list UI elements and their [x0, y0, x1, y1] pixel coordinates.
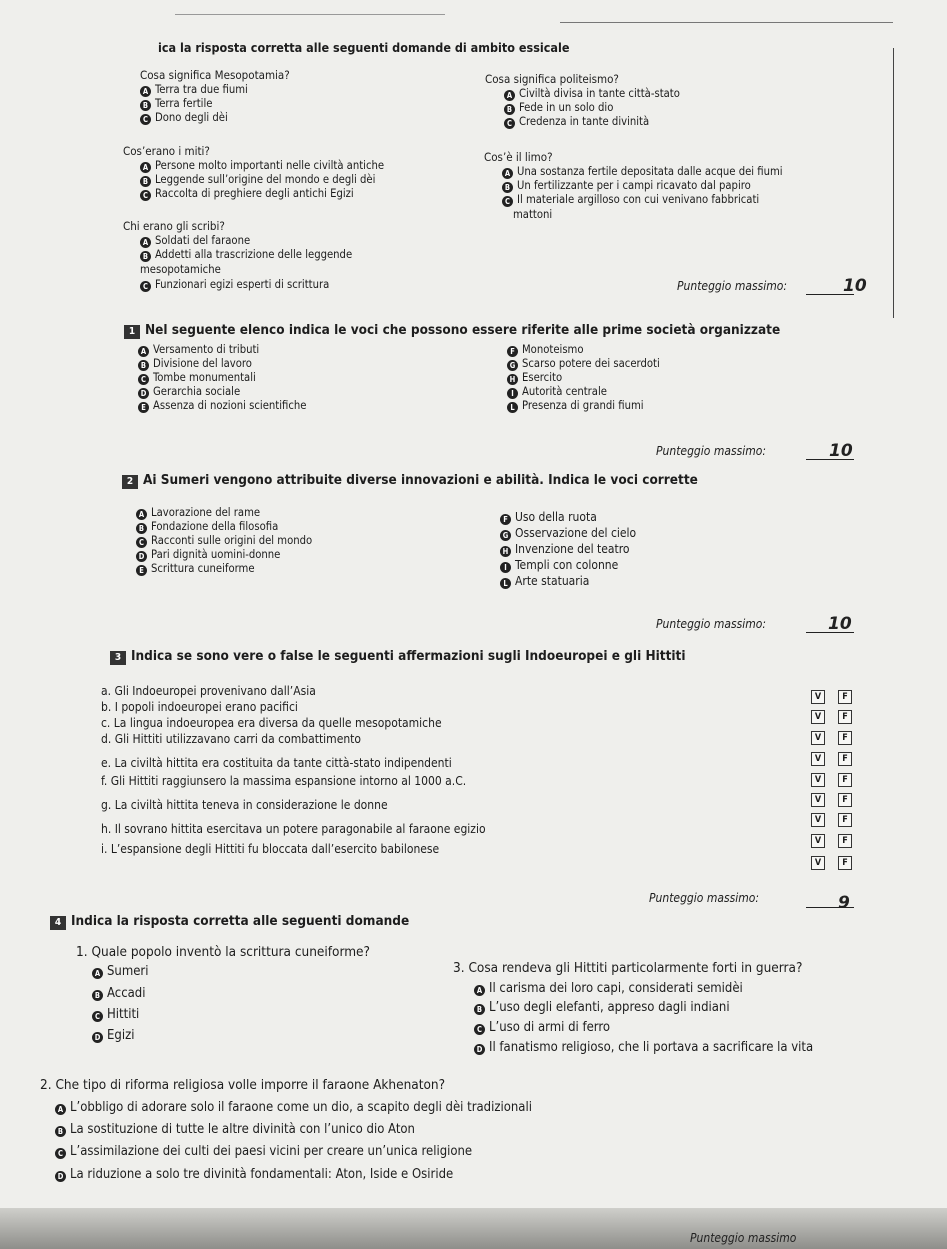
- true-checkbox-d[interactable]: V: [811, 752, 825, 766]
- q2-option-b[interactable]: B Leggende sull’origine del mondo e degli dèi: [140, 173, 375, 187]
- true-checkbox-a[interactable]: V: [811, 690, 825, 704]
- q2-option-a[interactable]: A Persone molto importanti nelle civiltà antiche: [140, 159, 384, 173]
- q4-question: Cosa significa politeismo?: [485, 72, 619, 86]
- s4-q2-option-c[interactable]: C L’assimilazione dei culti dei paesi vicini per creare un’unica religione: [55, 1144, 472, 1159]
- section2-title: 2 Ai Sumeri vengono attribuite diverse innovazioni e abilità. Indica le voci corrette: [122, 472, 698, 489]
- section1-score-value: 10: [829, 441, 853, 461]
- s2-option-d[interactable]: D Pari dignità uomini-donne: [136, 548, 280, 562]
- s3-statement-d: d. Gli Hittiti utilizzavano carri da combattimento: [101, 732, 362, 746]
- q3-option-b-cont: mesopotamiche: [140, 263, 221, 276]
- q1-option-a[interactable]: A Terra tra due fiumi: [140, 83, 248, 97]
- option-marker-c: C: [140, 281, 151, 292]
- option-marker-a: A: [140, 86, 151, 97]
- false-checkbox-a[interactable]: F: [838, 690, 852, 704]
- s4-q1-option-c[interactable]: C Hittiti: [92, 1007, 139, 1022]
- q1-option-c[interactable]: C Dono degli dèi: [140, 111, 228, 125]
- false-checkbox-g[interactable]: F: [838, 813, 852, 827]
- s2-option-c[interactable]: C Racconti sulle origini del mondo: [136, 534, 312, 548]
- section3-score-value: 9: [838, 893, 850, 913]
- s3-statement-f: f. Gli Hittiti raggiunsero la massima espansione intorno al 1000 a.C.: [101, 774, 467, 788]
- s4-q3-question: 3. Cosa rendeva gli Hittiti particolarmente forti in guerra?: [453, 960, 803, 976]
- section3-score-label: Punteggio massimo:: [649, 891, 759, 905]
- true-checkbox-f[interactable]: V: [811, 793, 825, 807]
- option-marker-b: B: [140, 100, 151, 111]
- section3-title: 3 Indica se sono vere o false le seguenti affermazioni sugli Indoeuropei e gli Hittiti: [110, 648, 686, 665]
- s1-option-l[interactable]: L Presenza di grandi fiumi: [507, 399, 644, 413]
- option-marker-a: A: [504, 90, 515, 101]
- false-checkbox-f[interactable]: F: [838, 793, 852, 807]
- s2-option-b[interactable]: B Fondazione della filosofia: [136, 520, 278, 534]
- false-checkbox-d[interactable]: F: [838, 752, 852, 766]
- s4-q1-option-b[interactable]: B Accadi: [92, 986, 145, 1001]
- s1-option-f[interactable]: F Monoteismo: [507, 343, 584, 357]
- s4-q3-option-a[interactable]: A Il carisma dei loro capi, considerati semidèi: [474, 981, 743, 996]
- option-marker-b: B: [140, 176, 151, 187]
- s3-statement-b: b. I popoli indoeuropei erano pacifici: [101, 700, 298, 714]
- q5-option-b[interactable]: B Un fertilizzante per i campi ricavato dal papiro: [502, 179, 751, 193]
- q3-option-b[interactable]: B Addetti alla trascrizione delle leggende: [140, 248, 352, 262]
- q4-option-c[interactable]: C Credenza in tante divinità: [504, 115, 649, 129]
- option-marker-b: B: [140, 251, 151, 262]
- block1-score-label: Punteggio massimo:: [677, 279, 787, 293]
- option-marker-a: A: [502, 168, 513, 179]
- s1-option-d[interactable]: D Gerarchia sociale: [138, 385, 240, 399]
- block1-score-value: 10: [843, 276, 867, 296]
- section4-score-label: Punteggio massimo: [690, 1231, 797, 1245]
- s2-option-e[interactable]: E Scrittura cuneiforme: [136, 562, 255, 576]
- header-instruction: ica la risposta corretta alle seguenti domande di ambito essicale: [158, 40, 570, 55]
- s3-statement-a: a. Gli Indoeuropei provenivano dall’Asia: [101, 684, 316, 698]
- s2-option-a[interactable]: A Lavorazione del rame: [136, 506, 260, 520]
- q3-option-a[interactable]: A Soldati del faraone: [140, 234, 250, 248]
- true-checkbox-i[interactable]: V: [811, 856, 825, 870]
- s2-option-g[interactable]: G Osservazione del cielo: [500, 526, 636, 541]
- s3-statement-c: c. La lingua indoeuropea era diversa da quelle mesopotamiche: [101, 716, 442, 730]
- s1-option-a[interactable]: A Versamento di tributi: [138, 343, 259, 357]
- q4-option-b[interactable]: B Fede in un solo dio: [504, 101, 613, 115]
- s4-q3-option-c[interactable]: C L’uso di armi di ferro: [474, 1020, 610, 1035]
- top-rule: [175, 14, 445, 15]
- q2-question: Cos’erano i miti?: [123, 144, 210, 158]
- section2-score-value: 10: [828, 614, 852, 634]
- q5-option-c-cont: mattoni: [513, 208, 553, 221]
- s2-option-h[interactable]: H Invenzione del teatro: [500, 542, 630, 557]
- true-checkbox-g[interactable]: V: [811, 813, 825, 827]
- q5-option-c[interactable]: C Il materiale argilloso con cui venivano fabbricati: [502, 193, 759, 207]
- s4-q1-option-a[interactable]: A Sumeri: [92, 964, 149, 979]
- s4-q2-option-b[interactable]: B La sostituzione di tutte le altre divinità con l’unico dio Aton: [55, 1122, 415, 1137]
- false-checkbox-b[interactable]: F: [838, 710, 852, 724]
- s3-statement-g: g. La civiltà hittita teneva in considerazione le donne: [101, 798, 388, 812]
- s4-q3-option-b[interactable]: B L’uso degli elefanti, appreso dagli indiani: [474, 1000, 730, 1015]
- false-checkbox-e[interactable]: F: [838, 773, 852, 787]
- right-border: [893, 48, 894, 318]
- false-checkbox-h[interactable]: F: [838, 834, 852, 848]
- s4-q2-question: 2. Che tipo di riforma religiosa volle imporre il faraone Akhenaton?: [40, 1077, 446, 1093]
- s2-option-i[interactable]: I Templi con colonne: [500, 558, 618, 573]
- true-checkbox-h[interactable]: V: [811, 834, 825, 848]
- option-marker-c: C: [140, 114, 151, 125]
- s3-statement-e: e. La civiltà hittita era costituita da tante città-stato indipendenti: [101, 756, 452, 770]
- s1-option-b[interactable]: B Divisione del lavoro: [138, 357, 252, 371]
- s4-q3-option-d[interactable]: D Il fanatismo religioso, che li portava a sacrificare la vita: [474, 1040, 813, 1055]
- true-checkbox-e[interactable]: V: [811, 773, 825, 787]
- q3-option-c[interactable]: C Funzionari egizi esperti di scrittura: [140, 278, 329, 292]
- right-border-top: [560, 22, 893, 23]
- q5-question: Cos’è il limo?: [484, 150, 553, 164]
- q5-option-a[interactable]: A Una sostanza fertile depositata dalle acque dei fiumi: [502, 165, 783, 179]
- option-marker-b: B: [502, 182, 513, 193]
- s4-q1-question: 1. Quale popolo inventò la scrittura cuneiforme?: [76, 944, 370, 960]
- q1-option-b[interactable]: B Terra fertile: [140, 97, 212, 111]
- s1-option-c[interactable]: C Tombe monumentali: [138, 371, 256, 385]
- option-marker-b: B: [504, 104, 515, 115]
- q2-option-c[interactable]: C Raccolta di preghiere degli antichi Egizi: [140, 187, 354, 201]
- option-marker-c: C: [504, 118, 515, 129]
- s2-option-f[interactable]: F Uso della ruota: [500, 510, 597, 525]
- s2-option-l[interactable]: L Arte statuaria: [500, 574, 589, 589]
- s4-q1-option-d[interactable]: D Egizi: [92, 1028, 134, 1043]
- s3-statement-i: i. L’espansione degli Hittiti fu bloccata dall’esercito babilonese: [101, 842, 440, 856]
- s4-q2-option-a[interactable]: A L’obbligo di adorare solo il faraone come un dio, a scapito degli dèi tradizionali: [55, 1100, 532, 1115]
- true-checkbox-b[interactable]: V: [811, 710, 825, 724]
- s3-statement-h: h. Il sovrano hittita esercitava un potere paragonabile al faraone egizio: [101, 822, 486, 836]
- s1-option-g[interactable]: G Scarso potere dei sacerdoti: [507, 357, 660, 371]
- s4-q2-option-d[interactable]: D La riduzione a solo tre divinità fondamentali: Aton, Iside e Osiride: [55, 1167, 453, 1182]
- s1-option-h[interactable]: H Esercito: [507, 371, 562, 385]
- false-checkbox-c[interactable]: F: [838, 731, 852, 745]
- option-marker-a: A: [140, 162, 151, 173]
- s1-option-i[interactable]: I Autorità centrale: [507, 385, 607, 399]
- q1-question: Cosa significa Mesopotamia?: [140, 68, 290, 82]
- option-marker-c: C: [502, 196, 513, 207]
- section1-title: 1 Nel seguente elenco indica le voci che possono essere riferite alle prime società organizzate: [124, 322, 780, 339]
- bottom-shadow: [0, 1208, 947, 1249]
- option-marker-c: C: [140, 190, 151, 201]
- false-checkbox-i[interactable]: F: [838, 856, 852, 870]
- section1-score-label: Punteggio massimo:: [656, 444, 766, 458]
- section4-title: 4 Indica la risposta corretta alle seguenti domande: [50, 913, 409, 930]
- q3-question: Chi erano gli scribi?: [123, 219, 225, 233]
- s1-option-e[interactable]: E Assenza di nozioni scientifiche: [138, 399, 306, 413]
- section2-score-label: Punteggio massimo:: [656, 617, 766, 631]
- option-marker-a: A: [140, 237, 151, 248]
- q4-option-a[interactable]: A Civiltà divisa in tante città-stato: [504, 87, 680, 101]
- true-checkbox-c[interactable]: V: [811, 731, 825, 745]
